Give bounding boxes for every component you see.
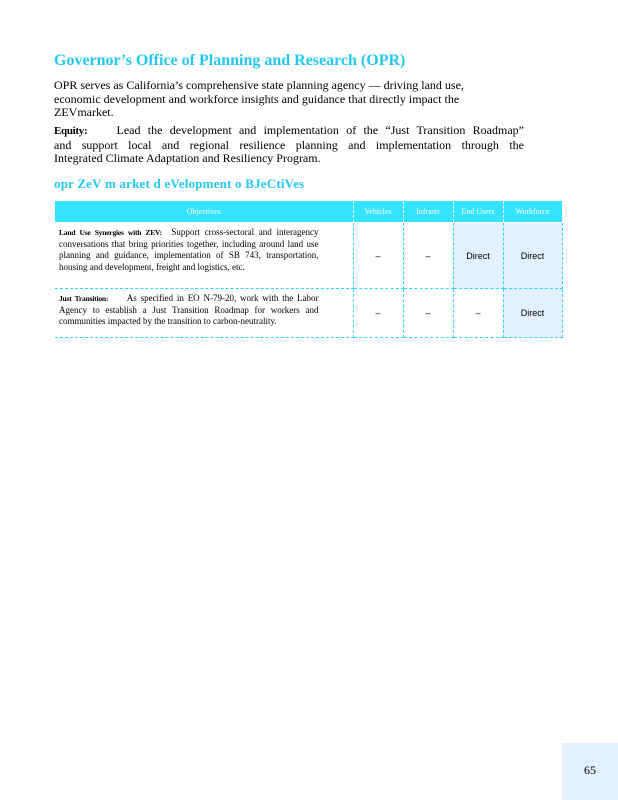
page-number: 65 xyxy=(584,763,596,777)
infrastructure-cell: – xyxy=(403,223,453,289)
table-row xyxy=(55,223,562,289)
equity-label: Equity: xyxy=(54,125,88,137)
objective-label: Just Transition: xyxy=(59,294,109,303)
header-objectives: Objectives xyxy=(55,201,353,223)
vehicles-cell: – xyxy=(353,223,403,289)
objectives-table xyxy=(55,201,563,338)
end-users-cell: Direct xyxy=(453,223,503,289)
page-title: Governor’s Office of Planning and Research (OPR) xyxy=(54,52,406,69)
equity-line-2: and support local and regional resilience planning and implementation through the xyxy=(54,137,524,152)
table-row xyxy=(55,289,562,338)
workforce-cell: Direct xyxy=(503,223,562,289)
header-end-users: End Users xyxy=(453,201,503,223)
equity-line-3: Integrated Climate Adaptation and Resiliency Program. xyxy=(54,151,321,165)
workforce-cell: Direct xyxy=(503,289,562,338)
table-header-row xyxy=(55,201,562,223)
objective-cell xyxy=(55,289,353,338)
header-workforce: Workforce xyxy=(503,201,562,223)
vehicles-cell: – xyxy=(353,289,403,338)
objective-text: As specified in EO N-79-20, work with the Labor Agency to establish a Just Transition Roadmap for workers and communities impacted by the transition to carbon-neutrality. xyxy=(59,293,319,326)
section-subheading: opr ZeV m arket d eVelopment o BJeCtiVes xyxy=(54,176,305,191)
infrastructure-cell: – xyxy=(403,289,453,338)
objective-cell xyxy=(55,223,353,289)
intro-paragraph: OPR serves as California’s comprehensive state planning agency — driving land use, economic development and workforce insights and guidance that directly impact the ZEVmarket. xyxy=(54,78,464,119)
equity-paragraph xyxy=(54,124,524,166)
header-infrastructure: Infrastr xyxy=(403,201,453,223)
equity-line-1-text: Lead the development and implementation of the “Just Transition Roadmap” xyxy=(116,123,524,137)
objective-text: Support cross-sectoral and interagency conversations that bring priorities together, including around land use planning and guidance, implementation of SB 743, transportation, housing and development, freight and logistics, etc. xyxy=(59,227,319,272)
equity-line-1 xyxy=(54,124,524,139)
header-vehicles: Vehicles xyxy=(353,201,403,223)
objective-label: Land Use Synergies with ZEV: xyxy=(59,228,162,237)
end-users-cell: – xyxy=(453,289,503,338)
page-number-box xyxy=(562,743,618,800)
